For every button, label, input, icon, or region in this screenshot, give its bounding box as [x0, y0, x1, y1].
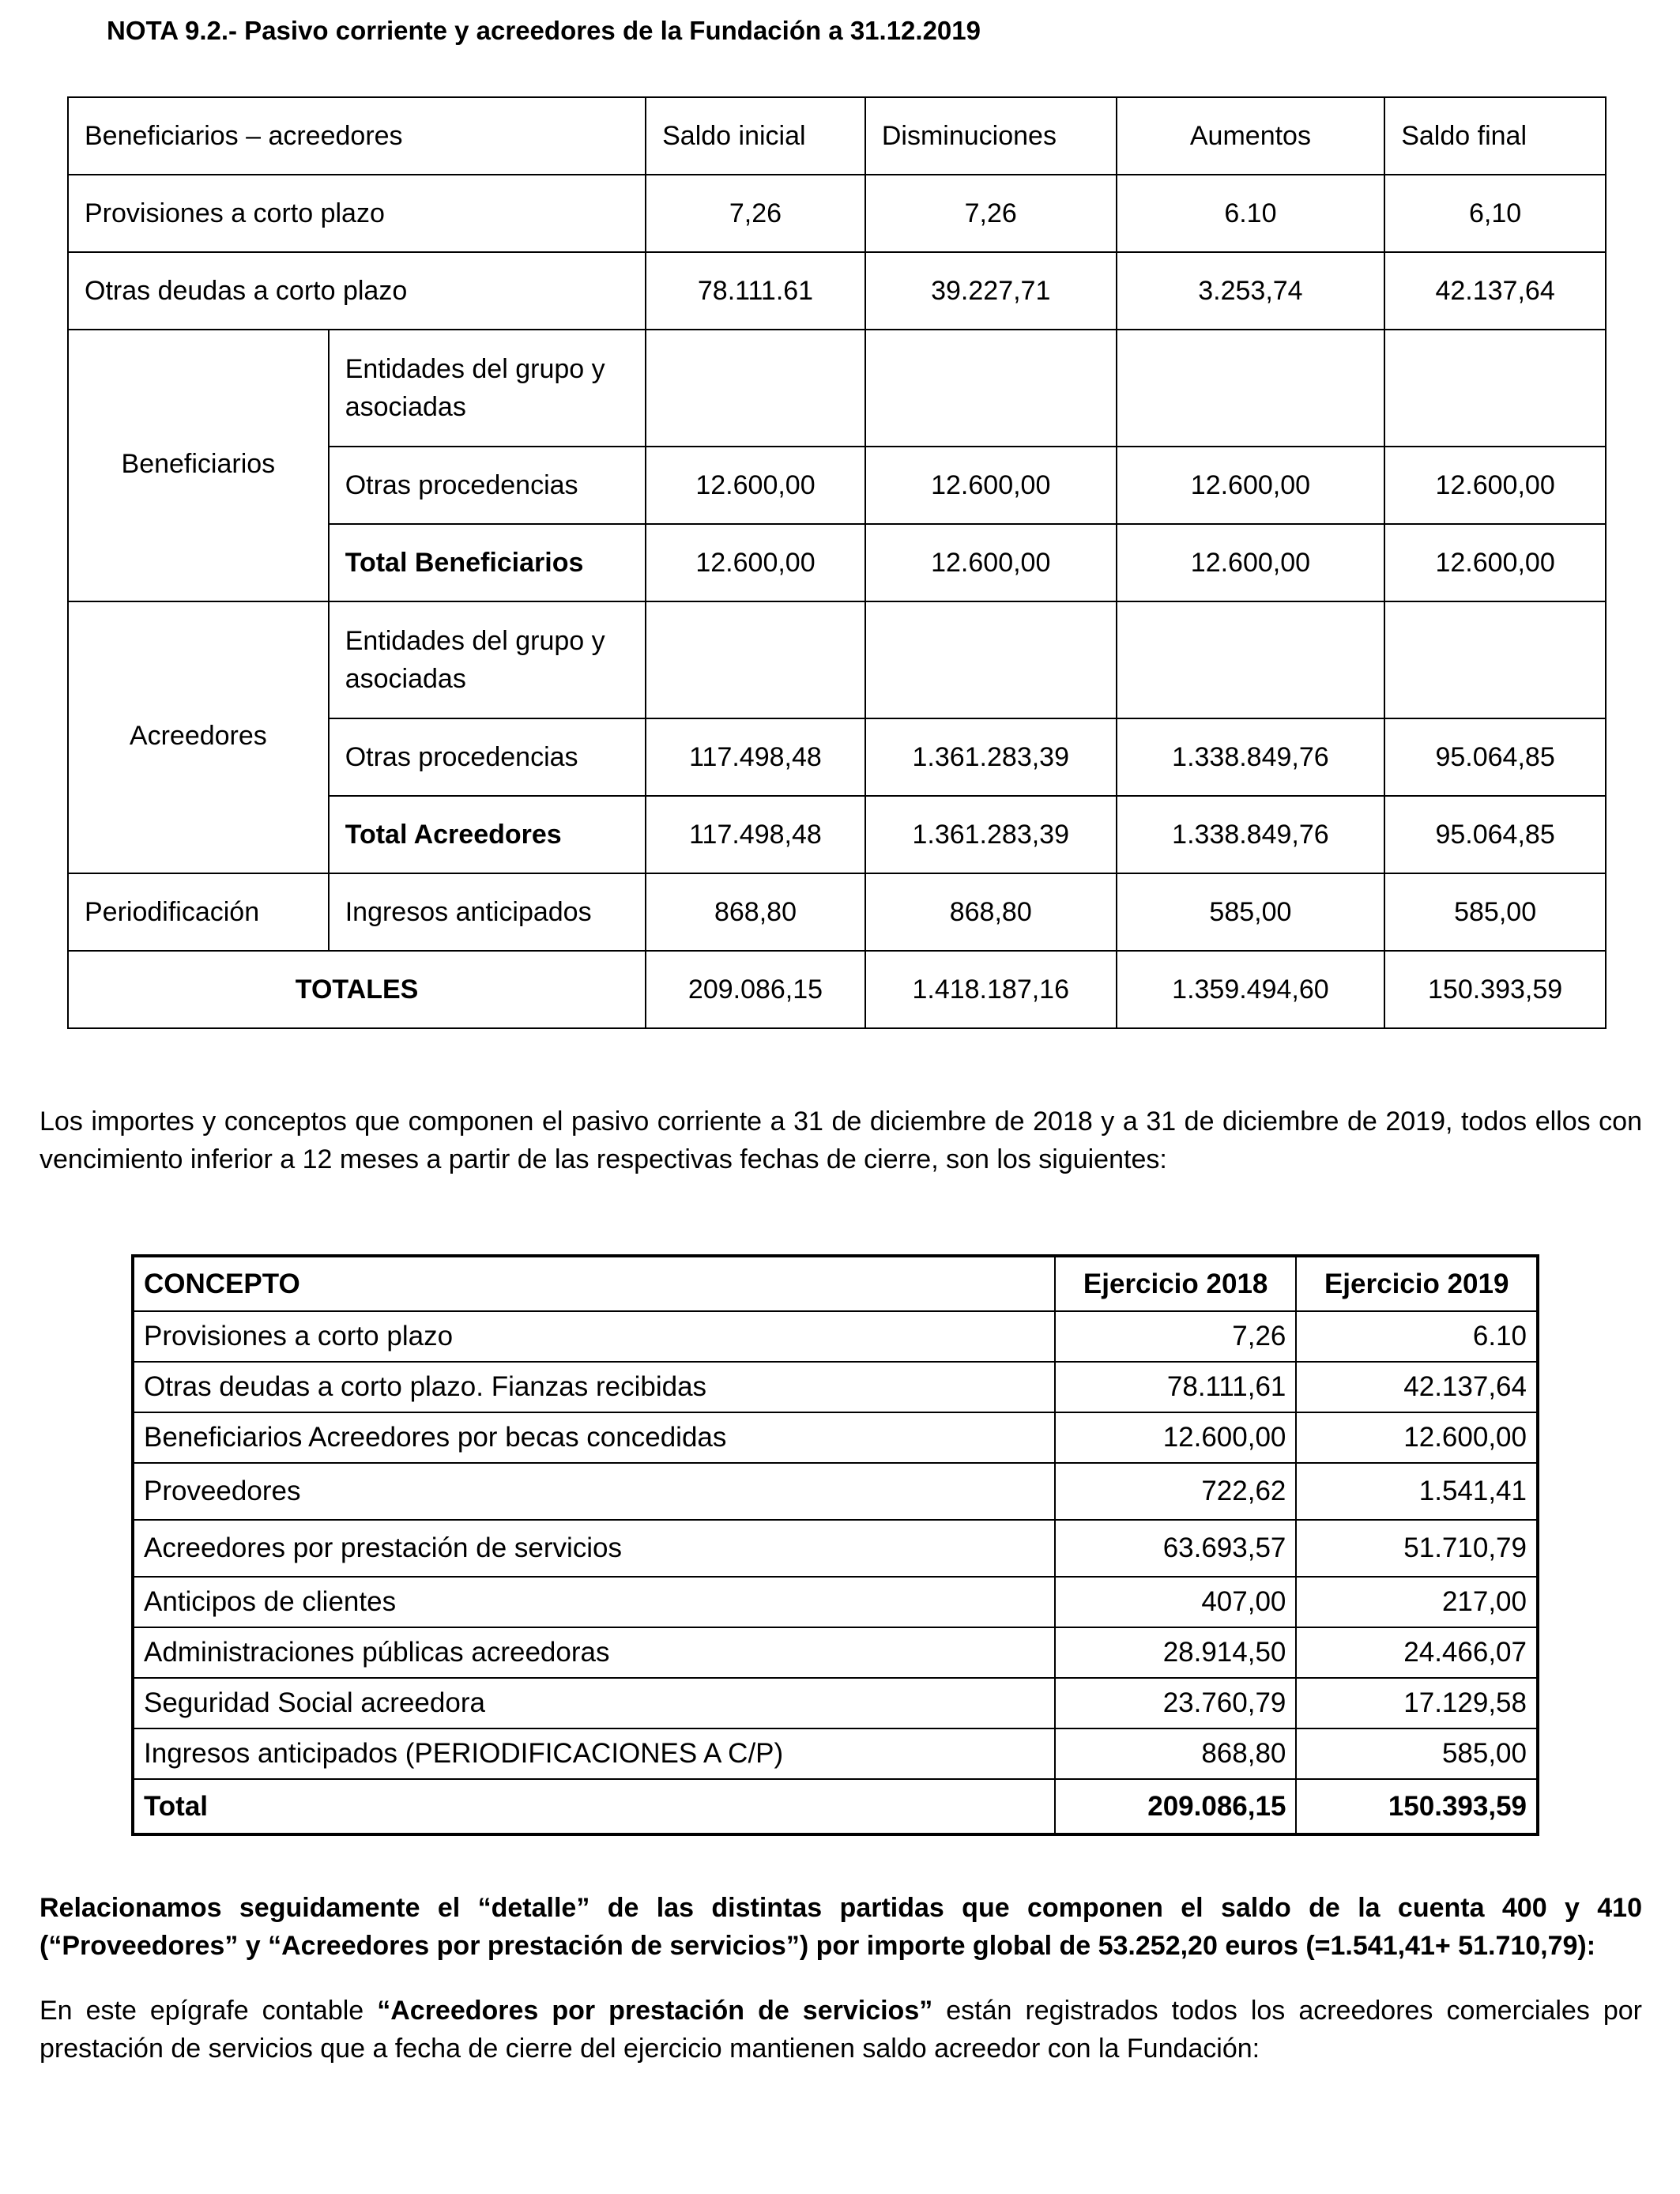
cell-value: 1.361.283,39 — [865, 718, 1117, 796]
group-label: Acreedores — [68, 601, 329, 873]
table-row — [68, 601, 1606, 718]
cell-value: 868,80 — [1055, 1728, 1297, 1779]
header-cell: Ejercicio 2019 — [1296, 1256, 1538, 1311]
header-cell: Saldo final — [1384, 97, 1606, 175]
cell-value: 1.418.187,16 — [865, 951, 1117, 1028]
cell-value: 28.914,50 — [1055, 1627, 1297, 1678]
cell-value: 12.600,00 — [1296, 1412, 1538, 1463]
cell-value: 23.760,79 — [1055, 1678, 1297, 1728]
empty-cell — [865, 330, 1117, 447]
cell-value: 95.064,85 — [1384, 796, 1606, 873]
row-label: Otras procedencias — [329, 447, 646, 524]
cell-value: 24.466,07 — [1296, 1627, 1538, 1678]
cell-value: 12.600,00 — [865, 524, 1117, 601]
cell-value: 95.064,85 — [1384, 718, 1606, 796]
cell-value: 42.137,64 — [1384, 252, 1606, 330]
cell-value: 42.137,64 — [1296, 1362, 1538, 1412]
cell-value: 585,00 — [1117, 873, 1385, 951]
empty-cell — [1117, 330, 1385, 447]
text-span: En este epígrafe contable — [40, 1996, 378, 2026]
cell-value: 12.600,00 — [1117, 524, 1385, 601]
row-label: Provisiones a corto plazo — [133, 1311, 1055, 1362]
row-label: Otras deudas a corto plazo — [68, 252, 646, 330]
group-label: Beneficiarios — [68, 330, 329, 601]
row-label: Entidades del grupo y asociadas — [329, 330, 646, 447]
cell-value: 3.253,74 — [1117, 252, 1385, 330]
cell-value: 407,00 — [1055, 1577, 1297, 1627]
row-label: Seguridad Social acreedora — [133, 1678, 1055, 1728]
cell-value: 7,26 — [865, 175, 1117, 252]
cell-value: 63.693,57 — [1055, 1520, 1297, 1577]
table-row — [133, 1627, 1538, 1678]
cell-value: 217,00 — [1296, 1577, 1538, 1627]
cell-value: 585,00 — [1296, 1728, 1538, 1779]
cell-value: 150.393,59 — [1384, 951, 1606, 1028]
table-row — [133, 1728, 1538, 1779]
table-row — [133, 1463, 1538, 1520]
table-row — [68, 330, 1606, 447]
header-cell: Ejercicio 2018 — [1055, 1256, 1297, 1311]
table-row — [133, 1678, 1538, 1728]
detail-paragraph: Relacionamos seguidamente el “detalle” de las distintas partidas que componen el saldo de la cuenta 400 y 410 (“Proveedores” y “Acreedores por prestación de servicios”) por importe global de 53.252,20 euros (=1.541,41+ 51.710,79): — [40, 1893, 1642, 1961]
cell-value: 12.600,00 — [1384, 524, 1606, 601]
cell-value: 78.111,61 — [1055, 1362, 1297, 1412]
cell-value: 6,10 — [1384, 175, 1606, 252]
intro-paragraph: Los importes y conceptos que componen el pasivo corriente a 31 de diciembre de 2018 y a 31 de diciembre de 2019, todos ellos con vencimiento inferior a 12 meses a partir de las respectivas fechas de cierre, son los siguientes: — [40, 1106, 1642, 1174]
row-label: Total Beneficiarios — [329, 524, 646, 601]
current-liabilities-table — [131, 1254, 1539, 1836]
empty-cell — [1384, 330, 1606, 447]
row-label: Administraciones públicas acreedoras — [133, 1627, 1055, 1678]
cell-value: 17.129,58 — [1296, 1678, 1538, 1728]
empty-cell — [1117, 601, 1385, 718]
row-label: Proveedores — [133, 1463, 1055, 1520]
totals-row — [68, 951, 1606, 1028]
cell-value: 150.393,59 — [1296, 1779, 1538, 1834]
cell-value: 585,00 — [1384, 873, 1606, 951]
header-cell: Saldo inicial — [646, 97, 865, 175]
table-row — [68, 252, 1606, 330]
empty-cell — [646, 330, 865, 447]
cell-value: 1.541,41 — [1296, 1463, 1538, 1520]
cell-value: 78.111.61 — [646, 252, 865, 330]
table-row — [133, 1412, 1538, 1463]
note-title: NOTA 9.2.- Pasivo corriente y acreedores de la Fundación a 31.12.2019 — [107, 16, 981, 45]
cell-value: 722,62 — [1055, 1463, 1297, 1520]
cell-value: 39.227,71 — [865, 252, 1117, 330]
cell-value: 7,26 — [646, 175, 865, 252]
cell-value: 6.10 — [1296, 1311, 1538, 1362]
table-row — [68, 873, 1606, 951]
group-label: Periodificación — [68, 873, 329, 951]
cell-value: 209.086,15 — [1055, 1779, 1297, 1834]
row-label: Ingresos anticipados (PERIODIFICACIONES A C/P) — [133, 1728, 1055, 1779]
cell-value: 1.361.283,39 — [865, 796, 1117, 873]
cell-value: 12.600,00 — [865, 447, 1117, 524]
description-paragraph — [40, 1992, 1642, 2068]
header-cell: CONCEPTO — [133, 1256, 1055, 1311]
cell-value: 7,26 — [1055, 1311, 1297, 1362]
cell-value: 12.600,00 — [646, 447, 865, 524]
cell-value: 117.498,48 — [646, 718, 865, 796]
row-label: Anticipos de clientes — [133, 1577, 1055, 1627]
header-cell: Aumentos — [1117, 97, 1385, 175]
row-label: Otras deudas a corto plazo. Fianzas recibidas — [133, 1362, 1055, 1412]
empty-cell — [865, 601, 1117, 718]
cell-value: 868,80 — [865, 873, 1117, 951]
table-row — [133, 1520, 1538, 1577]
row-label: Provisiones a corto plazo — [68, 175, 646, 252]
table-row — [133, 1362, 1538, 1412]
liabilities-movement-table — [67, 96, 1607, 1029]
row-label: Ingresos anticipados — [329, 873, 646, 951]
cell-value: 1.359.494,60 — [1117, 951, 1385, 1028]
cell-value: 12.600,00 — [1117, 447, 1385, 524]
cell-value: 12.600,00 — [1055, 1412, 1297, 1463]
row-label: Entidades del grupo y asociadas — [329, 601, 646, 718]
header-cell: Disminuciones — [865, 97, 1117, 175]
text-span: están registrados todos los acreedores comerciales por prestación de servicios que a fecha de cierre del ejercicio mantienen saldo acreedor con la Fundación: — [40, 1996, 1642, 2064]
table-header-row — [133, 1256, 1538, 1311]
cell-value: 12.600,00 — [1384, 447, 1606, 524]
bold-text-span: “Acreedores por prestación de servicios” — [377, 1996, 933, 2026]
table-row — [133, 1577, 1538, 1627]
table-row — [133, 1311, 1538, 1362]
header-cell: Beneficiarios – acreedores — [68, 97, 646, 175]
table-row — [68, 175, 1606, 252]
row-label: Total — [133, 1779, 1055, 1834]
row-label: TOTALES — [68, 951, 646, 1028]
row-label: Beneficiarios Acreedores por becas concedidas — [133, 1412, 1055, 1463]
table-header-row — [68, 97, 1606, 175]
totals-row — [133, 1779, 1538, 1834]
cell-value: 6.10 — [1117, 175, 1385, 252]
row-label: Acreedores por prestación de servicios — [133, 1520, 1055, 1577]
cell-value: 1.338.849,76 — [1117, 718, 1385, 796]
row-label: Otras procedencias — [329, 718, 646, 796]
empty-cell — [646, 601, 865, 718]
cell-value: 117.498,48 — [646, 796, 865, 873]
cell-value: 1.338.849,76 — [1117, 796, 1385, 873]
cell-value: 51.710,79 — [1296, 1520, 1538, 1577]
row-label: Total Acreedores — [329, 796, 646, 873]
cell-value: 868,80 — [646, 873, 865, 951]
cell-value: 12.600,00 — [646, 524, 865, 601]
empty-cell — [1384, 601, 1606, 718]
cell-value: 209.086,15 — [646, 951, 865, 1028]
